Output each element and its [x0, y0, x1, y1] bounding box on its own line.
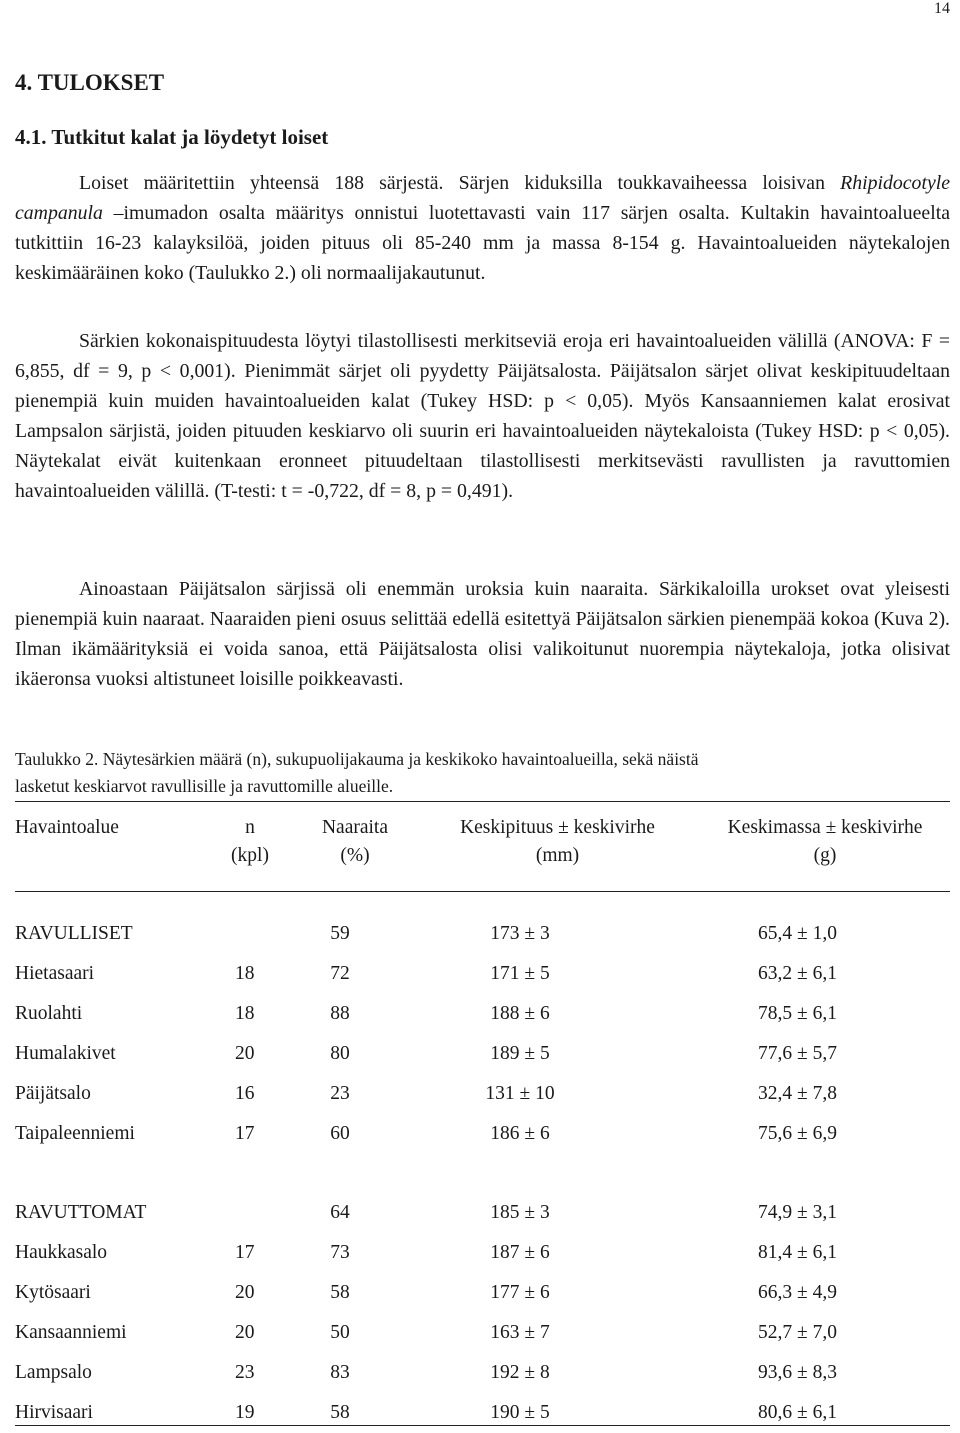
cell-name: Taipaleenniemi	[15, 1123, 135, 1144]
cell-females: 73	[330, 1242, 350, 1263]
header-keskimassa-unit: (g)	[813, 845, 837, 866]
table-group-ravuttomat	[15, 1193, 950, 1433]
paragraph-3	[15, 574, 950, 694]
cell-length: 186 ± 6	[490, 1123, 550, 1144]
table-row	[15, 1114, 950, 1154]
cell-name: RAVUTTOMAT	[15, 1202, 147, 1223]
paragraph-2-text: Särkien kokonaispituudesta löytyi tilastollisesti merkitseviä eroja eri havaintoalueiden välillä (ANOVA: F = 6,855, df = 9, p < 0,001). Pienimmät särjet oli pyydetty Päijätsalosta. Päijätsalon särjet olivat keskipituudeltaan pienempiä kuin muiden havaintoalueiden kalat (Tukey HSD: p < 0,05). Myös Kansaanniemen kalat erosivat Lampsalon särjistä, joiden pituuden keskiarvo oli suurin eri havaintoalueiden näytekaloista (Tukey HSD: p < 0,05). Näytekalat eivät kuitenkaan eronneet pituudeltaan tilastollisesti merkitsevästi ravullisten ja ravuttomien havaintoalueiden välillä. (T-testi: t = -0,722, df = 8, p = 0,491).	[15, 330, 950, 502]
cell-mass: 77,6 ± 5,7	[758, 1043, 837, 1064]
cell-females: 80	[330, 1043, 350, 1064]
header-n-unit: (kpl)	[231, 845, 269, 866]
cell-name: Ruolahti	[15, 1003, 83, 1024]
table-summary-row	[15, 914, 950, 954]
table-header-rule	[15, 891, 950, 892]
paragraph-3-text: Ainoastaan Päijätsalon särjissä oli enemmän uroksia kuin naaraita. Särkikaloilla urokset ovat yleisesti pienempiä kuin naaraat. Naaraiden pieni osuus selittää edellä esitettyä Päijätsalon särkien pienempää kokoa (Kuva 2). Ilman ikämäärityksiä ei voida sanoa, että Päijätsalosta olisi valikoitunut nuorempia näytekaloja, jotka olisivat ikäeronsa vuoksi altistuneet loisille poikkeavasti.	[15, 578, 950, 690]
cell-name: Päijätsalo	[15, 1083, 91, 1104]
cell-length: 171 ± 5	[490, 963, 550, 984]
cell-mass: 66,3 ± 4,9	[758, 1282, 837, 1303]
cell-name: Humalakivet	[15, 1043, 116, 1064]
cell-mass: 65,4 ± 1,0	[758, 923, 837, 944]
header-keskimassa	[695, 814, 955, 870]
cell-name: Kytösaari	[15, 1282, 91, 1303]
cell-n: 20	[235, 1282, 255, 1303]
cell-name: Hirvisaari	[15, 1402, 93, 1423]
cell-females: 72	[330, 963, 350, 984]
paragraph-1-text-b: –imumadon osalta määritys onnistui luotettavasti vain 117 särjen osalta. Kultakin havaintoalueelta tutkittiin 16-23 kalayksilöä, joiden pituus oli 85-240 mm ja massa 8-154 g. Havaintoalueiden näytekalojen keskimääräinen koko (Taulukko 2.) oli normaalijakautunut.	[15, 202, 950, 284]
header-keskimassa-label: Keskimassa ± keskivirhe	[727, 817, 923, 838]
cell-mass: 52,7 ± 7,0	[758, 1322, 837, 1343]
cell-length: 185 ± 3	[490, 1202, 550, 1223]
cell-name: Kansaanniemi	[15, 1322, 127, 1343]
table-row	[15, 1273, 950, 1313]
cell-n	[235, 914, 285, 954]
cell-mass: 81,4 ± 6,1	[758, 1242, 837, 1263]
cell-mass: 75,6 ± 6,9	[758, 1123, 837, 1144]
header-n-label: n	[245, 817, 255, 838]
cell-n	[235, 1193, 285, 1233]
table-caption	[15, 746, 950, 800]
paragraph-1-text-a: Loiset määritettiin yhteensä 188 särjestä. Särjen kiduksilla toukkavaiheessa loisivan	[79, 172, 841, 194]
table-bottom-rule	[15, 1425, 950, 1426]
header-havaintoalue-label: Havaintoalue	[15, 817, 119, 838]
table-row	[15, 954, 950, 994]
table-top-rule	[15, 801, 950, 802]
cell-n: 23	[235, 1362, 255, 1383]
cell-mass: 32,4 ± 7,8	[758, 1083, 837, 1104]
cell-mass: 93,6 ± 8,3	[758, 1362, 837, 1383]
cell-name: Hietasaari	[15, 963, 95, 984]
section-heading: 4. TULOKSET	[15, 70, 165, 95]
subsection-heading: 4.1. Tutkitut kalat ja löydetyt loiset	[15, 125, 329, 149]
cell-length: 177 ± 6	[490, 1282, 550, 1303]
header-havaintoalue	[15, 814, 119, 842]
table-caption-line-1: Taulukko 2. Näytesärkien määrä (n), sukupuolijakauma ja keskikoko havaintoalueilla, sekä näistä	[15, 749, 699, 769]
paragraph-1	[15, 168, 950, 288]
cell-length: 173 ± 3	[490, 923, 550, 944]
cell-females: 58	[330, 1402, 350, 1423]
cell-females: 59	[330, 923, 350, 944]
cell-females: 23	[330, 1083, 350, 1104]
cell-mass: 80,6 ± 6,1	[758, 1402, 837, 1423]
table-row	[15, 1233, 950, 1273]
table-caption-line-2: lasketut keskiarvot ravullisille ja ravuttomille alueille.	[15, 776, 394, 796]
table-row	[15, 1034, 950, 1074]
species-name: Rhipidocotyle campanula	[15, 172, 950, 224]
table-row	[15, 1393, 950, 1433]
cell-n: 18	[235, 963, 255, 984]
cell-females: 88	[330, 1003, 350, 1024]
cell-length: 188 ± 6	[490, 1003, 550, 1024]
cell-length: 190 ± 5	[490, 1402, 550, 1423]
cell-name: Haukkasalo	[15, 1242, 108, 1263]
cell-females: 83	[330, 1362, 350, 1383]
table-row	[15, 994, 950, 1034]
cell-length: 163 ± 7	[490, 1322, 550, 1343]
cell-n: 20	[235, 1043, 255, 1064]
table-row	[15, 1074, 950, 1114]
cell-length: 189 ± 5	[490, 1043, 550, 1064]
cell-mass: 74,9 ± 3,1	[758, 1202, 837, 1223]
cell-females: 58	[330, 1282, 350, 1303]
header-naaraita-unit: (%)	[340, 845, 370, 866]
header-keskipituus-label: Keskipituus ± keskivirhe	[460, 817, 655, 838]
page-number: 14	[934, 0, 950, 17]
cell-females: 64	[330, 1202, 350, 1223]
cell-name: RAVULLISET	[15, 923, 133, 944]
cell-n: 16	[235, 1083, 255, 1104]
cell-length: 187 ± 6	[490, 1242, 550, 1263]
table-row	[15, 1353, 950, 1393]
header-naaraita	[295, 814, 415, 870]
table-row	[15, 1313, 950, 1353]
cell-mass: 63,2 ± 6,1	[758, 963, 837, 984]
cell-n: 19	[235, 1402, 255, 1423]
header-keskipituus	[425, 814, 690, 870]
table-summary-row	[15, 1193, 950, 1233]
cell-length: 192 ± 8	[490, 1362, 550, 1383]
table-group-ravulliset	[15, 914, 950, 1154]
paragraph-2	[15, 326, 950, 506]
cell-length: 131 ± 10	[485, 1083, 555, 1104]
cell-females: 50	[330, 1322, 350, 1343]
cell-n: 17	[235, 1123, 255, 1144]
header-n	[210, 814, 290, 870]
cell-n: 18	[235, 1003, 255, 1024]
header-keskipituus-unit: (mm)	[535, 845, 580, 866]
cell-mass: 78,5 ± 6,1	[758, 1003, 837, 1024]
cell-name: Lampsalo	[15, 1362, 92, 1383]
cell-females: 60	[330, 1123, 350, 1144]
cell-n: 20	[235, 1322, 255, 1343]
cell-n: 17	[235, 1242, 255, 1263]
header-naaraita-label: Naaraita	[321, 817, 389, 838]
